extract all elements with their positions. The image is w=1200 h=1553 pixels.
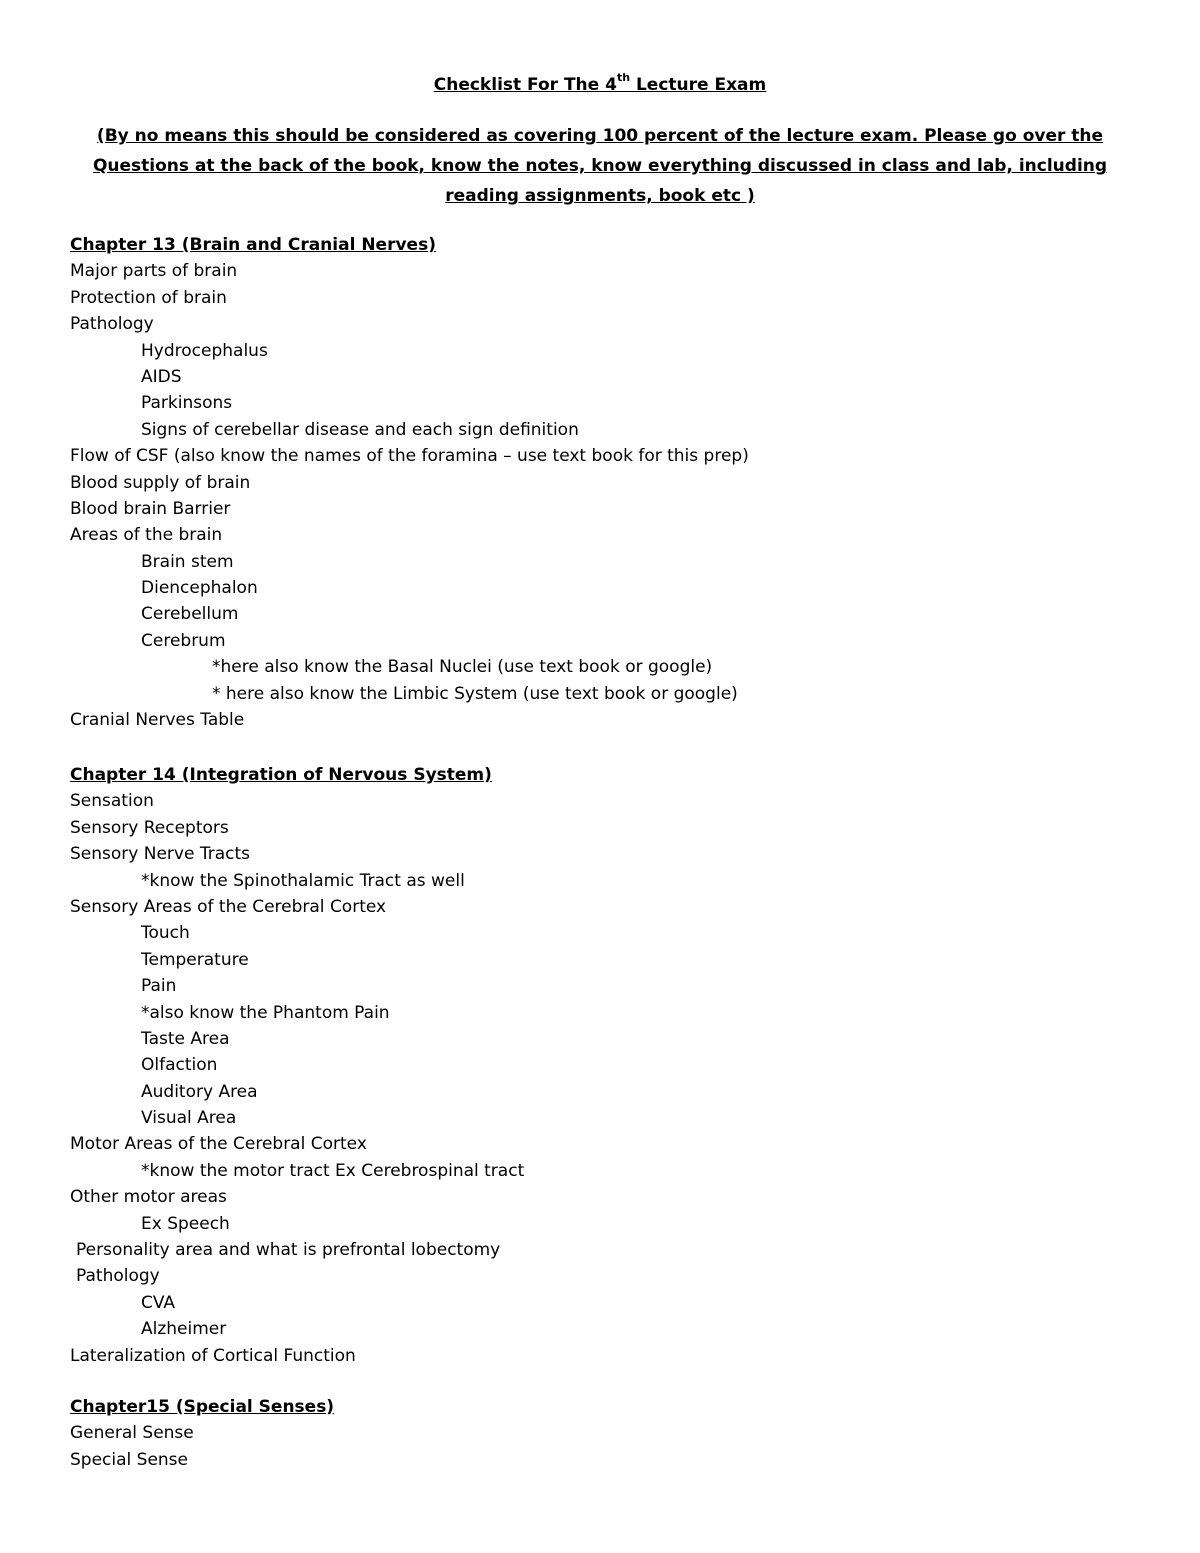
list-item: Signs of cerebellar disease and each sign definition — [141, 419, 579, 440]
list-item: Ex Speech — [141, 1213, 230, 1234]
list-item: *know the motor tract Ex Cerebrospinal tract — [141, 1160, 525, 1181]
list-item: Brain stem — [141, 551, 234, 572]
list-item: Protection of brain — [70, 287, 227, 308]
chapter-14-section — [70, 762, 1130, 1369]
title-superscript: th — [616, 71, 631, 84]
disclaimer-note: (By no means this should be considered as covering 100 percent of the lecture exam. Please go over the Questions at the back of the book, know the notes, know everything discussed in class and lab, including reading assignments, book etc ) — [92, 126, 1108, 206]
document-title — [0, 72, 1200, 98]
list-item: Other motor areas — [70, 1187, 227, 1208]
list-item: Touch — [141, 923, 190, 944]
chapter-15-heading: Chapter15 (Special Senses) — [70, 1397, 335, 1417]
title-rest: Lecture Exam — [630, 75, 767, 95]
list-item: Diencephalon — [141, 578, 258, 599]
list-item: * here also know the Limbic System (use text book or google) — [212, 683, 738, 704]
list-item: Sensation — [70, 791, 154, 812]
list-item: Hydrocephalus — [141, 340, 268, 361]
list-item: Major parts of brain — [70, 261, 238, 282]
title-main: Checklist For The 4 — [433, 75, 617, 95]
chapter-13-section — [70, 232, 1130, 733]
list-item: Pain — [141, 976, 177, 997]
list-item: Motor Areas of the Cerebral Cortex — [70, 1134, 367, 1155]
list-item: Lateralization of Cortical Function — [70, 1345, 356, 1366]
chapter-15-section — [70, 1394, 1130, 1473]
list-item: Blood brain Barrier — [70, 498, 231, 519]
chapter-13-heading: Chapter 13 (Brain and Cranial Nerves) — [70, 235, 436, 255]
list-item: Cerebrum — [141, 630, 226, 651]
list-item: Sensory Areas of the Cerebral Cortex — [70, 896, 387, 917]
list-item: *know the Spinothalamic Tract as well — [141, 870, 465, 891]
list-item: Sensory Receptors — [70, 817, 229, 838]
list-item: Pathology — [76, 1266, 160, 1287]
list-item: AIDS — [141, 366, 182, 387]
list-item: Olfaction — [141, 1055, 218, 1076]
list-item: Alzheimer — [141, 1319, 227, 1340]
list-item: Flow of CSF (also know the names of the foramina – use text book for this prep) — [70, 446, 749, 467]
list-item: Special Sense — [70, 1449, 188, 1470]
list-item: Taste Area — [141, 1028, 230, 1049]
list-item: *here also know the Basal Nuclei (use text book or google) — [212, 657, 713, 678]
list-item: Blood supply of brain — [70, 472, 251, 493]
list-item: Areas of the brain — [70, 525, 223, 546]
list-item: Parkinsons — [141, 393, 233, 414]
list-item: Sensory Nerve Tracts — [70, 844, 250, 865]
list-item: *also know the Phantom Pain — [141, 1002, 390, 1023]
list-item: Temperature — [141, 949, 249, 970]
list-item: CVA — [141, 1292, 176, 1313]
list-item: Pathology — [70, 314, 154, 335]
list-item: Cranial Nerves Table — [70, 710, 245, 731]
list-item: Cerebellum — [141, 604, 239, 625]
chapter-14-heading: Chapter 14 (Integration of Nervous System) — [70, 765, 492, 785]
list-item: General Sense — [70, 1423, 194, 1444]
list-item: Visual Area — [141, 1108, 237, 1129]
list-item: Personality area and what is prefrontal lobectomy — [76, 1240, 501, 1261]
list-item: Auditory Area — [141, 1081, 258, 1102]
